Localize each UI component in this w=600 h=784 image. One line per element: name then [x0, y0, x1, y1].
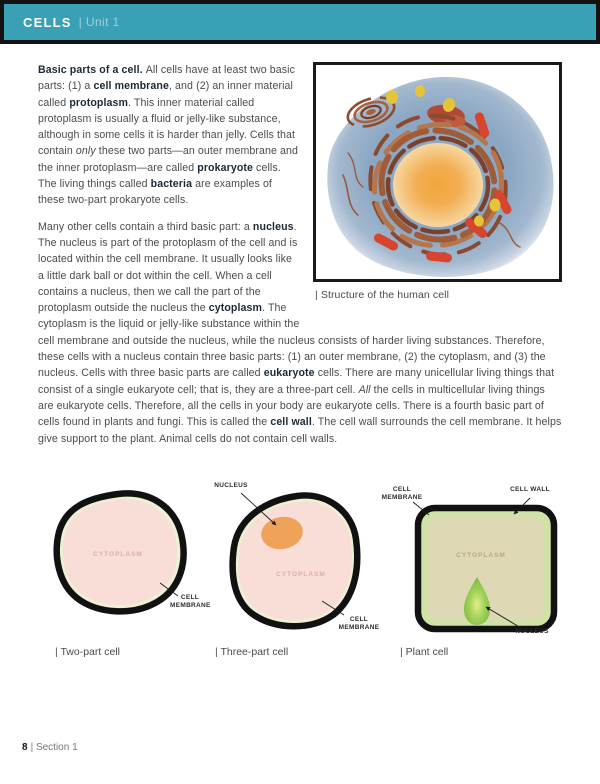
two-part-cell-diagram: [38, 480, 218, 638]
membrane-label: CELL MEMBRANE: [338, 616, 380, 632]
banner-unit-label: | Unit 1: [78, 15, 120, 29]
human-cell-image-frame: [313, 62, 562, 282]
membrane-label: CELL MEMBRANE: [381, 486, 423, 502]
article-body: [38, 62, 562, 457]
cell-nucleus: [393, 143, 483, 227]
section-label: | Section 1: [30, 742, 78, 753]
three-part-cell-diagram: [205, 478, 395, 640]
cytoplasm-label: CYTOPLASM: [456, 552, 506, 559]
unit-banner: [0, 0, 600, 44]
human-cell-figure: [313, 62, 562, 303]
membrane-label: CELL MEMBRANE: [170, 594, 211, 610]
figure-caption: | Structure of the human cell: [315, 289, 450, 301]
nucleus-label: NUCLEUS: [214, 482, 248, 489]
wall-label: CELL WALL: [510, 486, 550, 493]
two-part-cell-caption: | Two-part cell: [55, 646, 120, 658]
human-cell-illustration: [316, 65, 559, 279]
plant-cell-diagram: [380, 478, 578, 643]
three-part-cell-caption: | Three-part cell: [215, 646, 289, 658]
banner-title: CELLS: [23, 14, 72, 30]
nucleus-label: NUCLEUS: [515, 628, 549, 635]
cytoplasm-label: CYTOPLASM: [276, 571, 326, 578]
cytoplasm-label: CYTOPLASM: [93, 551, 143, 558]
plant-cell-caption: | Plant cell: [400, 646, 449, 658]
page-footer: [22, 742, 78, 753]
paragraph-basic-parts: Basic parts of a cell. All cells have at least two basic parts: (1) a cell membrane, and (2) an inner material called protoplasm. This inner material called protoplasm is usually a fluid or jelly-like substance, although in some cells it is harder than jelly. Cells that contain only these two parts—an outer membrane and the inner protoplasm—are called prokaryote cells. The living things called bacteria are examples of these two-part prokaryote cells.: [38, 64, 298, 207]
cell-diagrams-row: [0, 478, 600, 678]
page-number: 8: [22, 742, 28, 753]
paragraph-nucleus: Many other cells contain a third basic part: a nucleus. The nucleus is part of the protoplasm of the cell and is located within the cell membrane. It usually looks like a little dark ball or dot within the cell. When a cell contains a nucleus, then we call the part of the protoplasm outside the nucleus the cytoplasm. The cytoplasm is the liquid or jelly-like substance within the cell membrane and outside the nucleus, while the nucleus consists of harder living substances. Therefore, these cells with a nucleus contain three basic parts: (1) an outer membrane, (2) the cytoplasm, and (3) the nucleus. Cells with three basic parts are called eukaryote cells. There are many unicellular living things that consist of a single eukaryote cell; that is, they are a three-part cell. All the cells in multicellular living things are eukaryote cells. Therefore, all the cells in your body are eukaryote cells. There is a fourth basic part of cells found in plants and fungi. This is called the cell wall. The cell wall surrounds the cell membrane. It helps give support to the plant. Animal cells do not contain cell walls.: [38, 220, 562, 445]
two-part-cell-drawing: [38, 480, 218, 638]
